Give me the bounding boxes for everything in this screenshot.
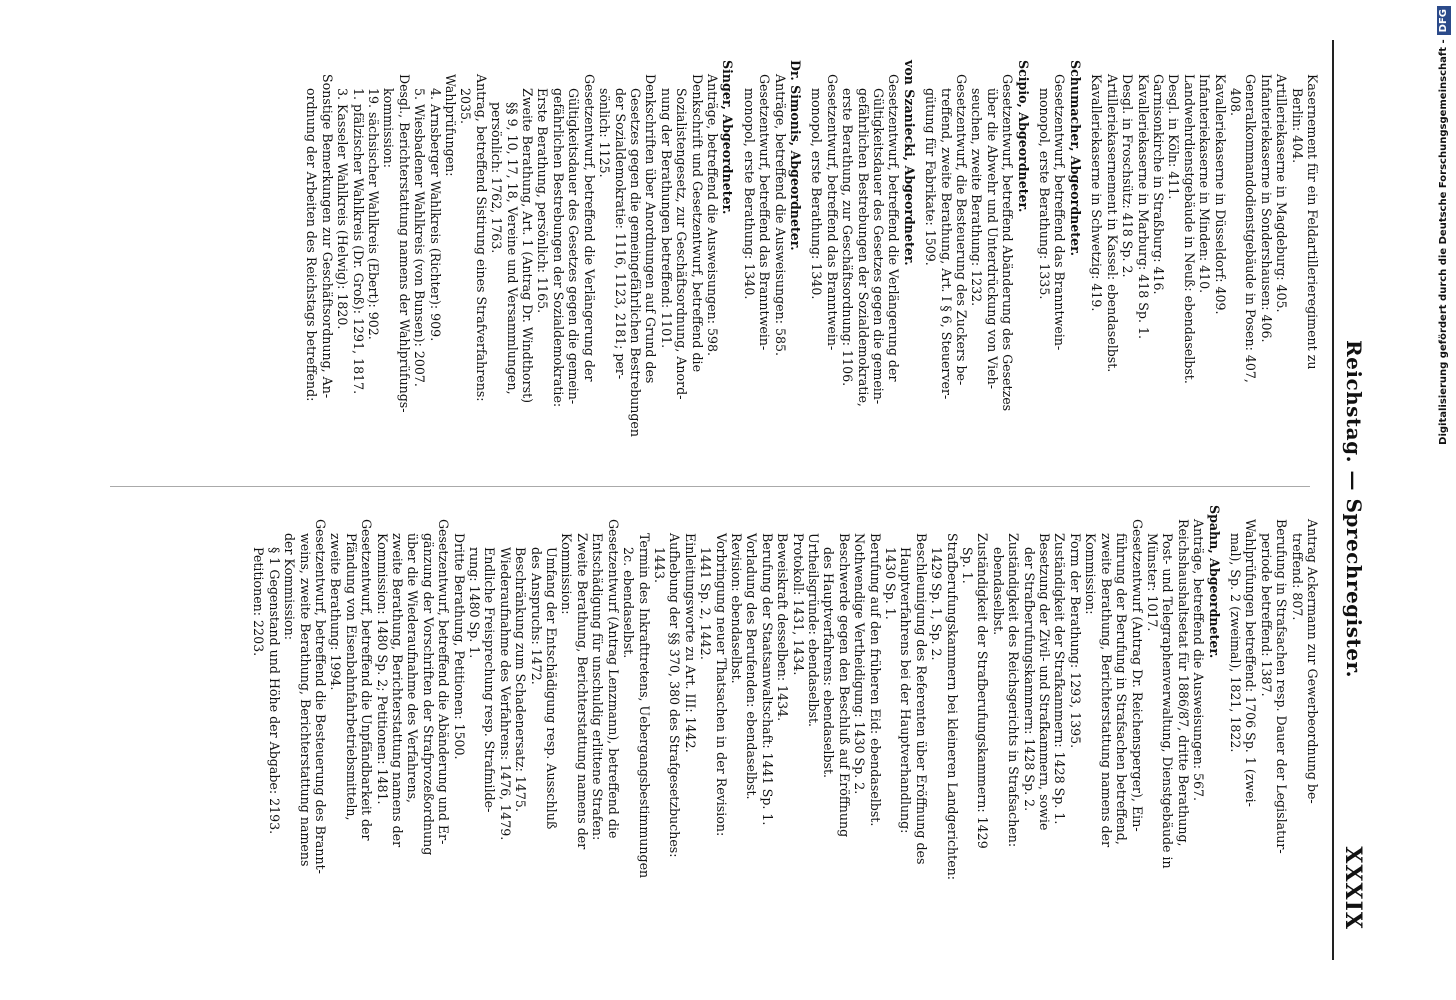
register-entry-line: treffend, zweite Berathung, Art. I § 6, Steuerver- [938,88,954,400]
register-entry-line: ordnung der Arbeiten des Reichstags betreffend: [304,88,320,402]
register-entry-line: zweite Berathung, Berichterstattung namens der [1098,533,1114,848]
register-entry-line: Endliche Freisprechung resp. Strafmilde- [482,547,498,813]
register-entry-line: Gesetzentwurf, betreffend das Branntwein- [1052,74,1068,351]
register-entry-line: treffend: 807. [1289,533,1305,621]
register-entry-line: rung: 1480 Sp. 1. [467,547,483,659]
page-number: XXXIX [1340,846,1366,930]
register-entry-line: Petitionen: 2203. [251,547,267,657]
register-entry-line: Revision: ebendaselbst. [728,533,744,684]
register-entry-line: Desgl. in Froschsütz: 418 Sp. 2. [1120,74,1136,278]
register-entry-line: Münster: 1017. [1144,533,1160,632]
register-entry-line: Garnisonkirche in Straßburg: 416. [1150,74,1166,295]
header-title: Reichstag. — Sprechregister. [1342,340,1366,679]
register-entry-line: Nothwendige Vertheidigung: 1430 Sp. 2. [852,533,868,795]
register-entry-line: der Sozialdemokratie: 1116, 1123, 2181; per- [612,88,628,380]
register-entry-line: Termin des Inkrafttretens, Uebergangsbestimmungen [636,533,652,879]
register-entry-line: Sonstige Bemerkungen zur Geschäftsordnung, An- [319,74,335,399]
register-entry-line: Beweiskraft desselben: 1434. [775,533,791,722]
register-entry-line: zweite Berathung, Berichterstattung namens der [390,533,406,848]
register-entry-line: Zuständigkeit des Reichsgerichts in Strafsachen: [1006,533,1022,848]
register-entry-line: Vorladung des Berufenden: ebendaselbst. [744,533,760,800]
register-entry-line: über die Wiederaufnahme des Verfahrens, [405,533,421,804]
register-entry-line: 1429 Sp. 1, Sp. 2. [929,547,945,661]
register-entry-line: 1441 Sp. 2, 1442. [698,547,714,660]
register-entry-line: 1443. [651,547,667,584]
register-entry-line: Strafberufungskammern bei kleineren Landgerichten: [944,533,960,881]
register-entry-line: gefährlichen Bestrebungen der Sozialdemokratie, [855,88,871,407]
register-entry-line: gütung für Fabrikate: 1509. [923,88,939,266]
register-entry-line: 4. Arnsberger Wahlkreis (Richter): 909. [427,88,443,342]
register-entry-line: Berlin: 404. [1289,88,1305,164]
register-entry-line: Berufung auf den früheren Eid: ebendaselbst. [867,533,883,827]
register-entry-line: Gesetzes gegen die gemeingefährlichen Bestrebungen [627,88,643,437]
register-entry-line: Generalkommandodienstgebäude in Posen: 407, [1243,74,1259,383]
register-entry-line: Sozialistengesetz, zur Geschäftsordnung, Anord- [674,88,690,400]
register-entry-line: §§ 9, 10, 17, 18, Vereine und Versammlungen, [504,102,520,395]
register-entry-line: Kommission: [1083,533,1099,615]
register-entry-line: monopol, erste Berathung: 1340. [809,88,825,300]
register-entry-line: Kavalleriekaserne in Düsseldorf: 409. [1212,74,1228,315]
register-entry-line: 408. [1227,88,1243,117]
register-entry-line: Denkschrift und Gesetzentwurf, betreffend die [689,74,705,373]
register-entry-line: 2c. ebendaselbst. [621,547,637,659]
register-entry-line: Wiederaufnahme des Verfahrens: 1476, 1479. [497,547,513,841]
register-entry-line: Berufung in Strafsachen resp. Dauer der Legislatur- [1274,519,1290,854]
register-entry-line: 19. sächsischer Wahlkreis (Ebert): 902. [366,88,382,340]
register-entry-line: Artilleriekasernement in Kassel: ebendaselbst. [1104,74,1120,373]
register-entry-line: gefährlichen Bestrebungen der Sozialdemokratie: [550,88,566,408]
register-entry-line: Gültigkeitsdauer des Gesetzes gegen die gemein- [566,88,582,405]
register-entry-line: Vorbringung neuer Thatsachen in der Revision: [713,533,729,837]
register-entry-line: Kavalleriekaserne in Schwetzig: 419. [1089,74,1105,312]
register-entry-line: Beschwerde gegen den Beschluß auf Eröffnung [836,533,852,838]
register-entry-line: Wahlprüfungen betreffend: 1706 Sp. 1 (zwei- [1243,519,1259,807]
digitization-footer [1408,0,1449,1000]
register-entry-line: Beschränkung zum Schadenersatz: 1475. [513,547,529,812]
register-entry-line: Zweite Berathung, Berichterstattung namens der [574,533,590,850]
register-entry-line: 2035. [458,88,474,125]
register-entry-line: Urtheilsgründe: ebendaselbst. [806,533,821,728]
register-entry-line: sönlich: 1125. [597,88,613,178]
register-entry-line: Gesetzentwurf (Antrag Lenzmann), betreffend die [605,519,621,839]
register-entry-line: Anträge, betreffend die Ausweisungen: 585. [772,74,788,357]
register-entry-line: Desgl. in Köln: 411. [1166,74,1182,200]
register-entry-line: Protokoll: 1431, 1434. [790,533,806,676]
register-entry-line: monopol, erste Berathung: 1335. [1037,88,1053,300]
register-entry-line: Kommission: [559,533,575,615]
register-entry-line: Aufhebung der §§ 370, 380 des Strafgesetzbuches: [667,533,683,858]
register-entry-line: kommission: [381,88,397,169]
register-entry-line: Gesetzentwurf, betreffend die Abänderung und Er- [436,519,452,845]
register-entry-line: Reichshaushaltsetat für 1886/87, dritte Berathung, [1175,519,1191,847]
register-entry-line: Zuständigkeit der Strafkammern: 1428 Sp. 1. [1052,533,1068,825]
register-entry-line: gänzung der Vorschriften der Strafprozeßordnung [420,533,436,856]
register-entry-line: 5. Wiesbadener Wahlkreis (von Bunsen): 2007. [412,88,428,387]
register-entry-line: Kavalleriekaserne in Marburg: 418 Sp. 1. [1135,74,1151,340]
register-entry-heading: Singer, Abgeordneter. [720,60,736,215]
register-entry-line: Zweite Berathung, Art. 1 (Antrag Dr. Windthorst) [520,88,536,404]
register-entry-line: Gesetzentwurf, betreffend das Branntwein- [757,74,773,351]
register-entry-line: der Strafberufungskammern: 1428 Sp. 2. [1021,547,1037,812]
register-entry-heading: Dr. Simonis, Abgeordneter. [788,60,803,251]
register-entry-line: Dritte Berathung, Petitionen: 1500. [451,533,467,760]
register-entry-line: Post- und Telegraphenverwaltung, Dienstgebäude in [1160,533,1176,869]
register-entry-line: periode betreffend: 1387. [1258,533,1274,697]
register-entry-line: Desgl., Berichterstattung namens der Wahlprüfungs- [396,74,412,413]
register-entry-line: Form der Berathung: 1293, 1395. [1067,533,1083,749]
register-entry-line: Besetzung der Zivil- und Strafkammern, sowie [1037,533,1053,831]
register-entry-line: Gesetzentwurf, betreffend Abänderung des Gesetzes [1000,74,1016,412]
register-entry-line: Einleitungsworte zu Art. III: 1442. [682,533,698,753]
footer-credit [1432,0,1456,1000]
register-entry-line: Antrag, betreffend Sistirung eines Strafverfahrens: [473,74,489,402]
header-rule [1332,40,1334,960]
register-entry-line: Infanteriekaserne in Minden: 410. [1197,74,1213,294]
register-entry-line: Zuständigkeit der Strafberufungskammern: 1429 [975,533,991,849]
register-entry-line: Gültigkeitsdauer des Gesetzes gegen die gemein- [871,88,887,405]
register-entry-heading: von Szaniecki, Abgeordneter. [901,60,917,266]
register-entry-line: Kasernement für ein Feldartillerieregiment zu [1305,74,1320,370]
register-entry-line: Anträge, betreffend die Ausweisungen: 567. [1191,519,1207,802]
dfg-logo-badge: DFG [1437,6,1451,35]
register-entry-line: Erste Berathung, persönlich: 1165. [535,88,551,314]
register-entry-line: Hauptverfahrens bei der Hauptverhandlung: [898,547,914,834]
register-entry-line: nung der Berathungen betreffend: 1101. [658,88,674,349]
register-entry-line: Gesetzentwurf, betreffend die Unpfändbarkeit der [359,519,375,841]
register-entry-line: Entschädigung für unschuldig erlittene Strafen: [590,533,606,841]
right-column [251,505,1320,955]
register-entry-line: Gesetzentwurf, die Besteuerung des Zuckers be- [954,74,970,386]
footer-text: Digitalisierung gefördert durch die Deutsche Forschungsgemeinschaft - [1438,39,1449,445]
register-entry-heading: Schumacher, Abgeordneter. [1067,60,1083,256]
register-entry-line: § 1 Gegenstand und Höhe der Abgabe: 2193. [266,547,282,835]
register-entry-line: Kommission: 1480 Sp. 2; Petitionen: 1481. [374,533,390,805]
register-entry-line: Artilleriekaserne in Magdeburg: 405. [1274,74,1290,313]
register-entry-line: Berufung der Staatsanwaltschaft: 1441 Sp. 1. [759,533,775,826]
register-entry-line: ebendaselbst. [990,547,1006,636]
register-entry-line: Gesetzentwurf, betreffend die Verlängerung der [581,74,597,382]
register-entry-line: erste Berathung, zur Geschäftsordnung: 1106. [840,88,856,387]
register-entry-heading: Scipio, Abgeordneter. [1015,60,1031,213]
register-entry-line: Landwehrdienstgebäude in Neuß: ebendaselbst. [1181,74,1197,384]
running-header [1336,0,1366,1000]
register-entry-line: Umfang der Entschädigung resp. Ausschluß [544,547,560,830]
register-entry-line: Anträge, betreffend die Ausweisungen: 598. [704,74,720,357]
register-entry-line: mal), Sp. 2 (zweimal), 1821, 1822. [1227,533,1243,753]
register-entry-line: Beschleunigung des Referenten über Eröffnung des [913,533,929,865]
register-entry-line: Gesetzentwurf, betreffend die Besteuerung des Brannt- [313,519,328,874]
register-entry-line: Pfändung von Eisenbahnfahrbetriebsmitteln, [343,533,359,821]
register-entry-line: Sp. 1. [960,547,976,584]
register-entry-line: des Hauptverfahrens: ebendaselbst. [821,547,837,779]
register-entry-line: Wahlprüfungen: [443,74,459,177]
register-entry-line: Denkschriften über Anordnungen auf Grund des [643,74,659,384]
register-entry-line: persönlich: 1762, 1763. [489,102,505,254]
register-entry-line: über die Abwehr und Unterdrückung von Vieh- [984,88,1000,389]
register-entry-line: 1. pfälzischer Wahlkreis (Dr. Groß): 1291, 1817. [350,88,366,395]
register-entry-line: Gesetzentwurf, betreffend die Verlängerung der [886,74,902,382]
register-entry-line: führung der Berufung in Strafsachen betreffend, [1114,533,1130,845]
register-entry-line: weins, zweite Berathung, Berichterstattung namens [297,533,313,867]
register-entry-line: zweite Berathung: 1994. [328,533,344,691]
register-entry-line: Antrag Ackermann zur Gewerbeordnung be- [1305,519,1320,804]
register-entry-line: Gesetzentwurf, betreffend das Branntwein- [824,74,840,351]
register-entry-line: 3. Kasseler Wahlkreis (Helwig): 1820. [335,88,351,330]
register-entry-line: Infanteriekaserne in Sondershausen: 406. [1258,74,1274,343]
register-entry-line: 1430 Sp. 1. [883,547,899,620]
register-entry-line: Gesetzentwurf (Antrag Dr. Reichensperger), Ein- [1129,519,1145,832]
register-entry-line: seuchen, zweite Berathung: 1232. [969,88,985,307]
register-entry-line: monopol, erste Berathung: 1340. [741,88,757,300]
register-entry-line: der Kommission: [282,533,298,640]
register-entry-heading: Spahn, Abgeordneter. [1206,505,1222,659]
left-column [304,60,1320,500]
register-entry-line: des Anspruchs: 1472. [528,547,544,685]
